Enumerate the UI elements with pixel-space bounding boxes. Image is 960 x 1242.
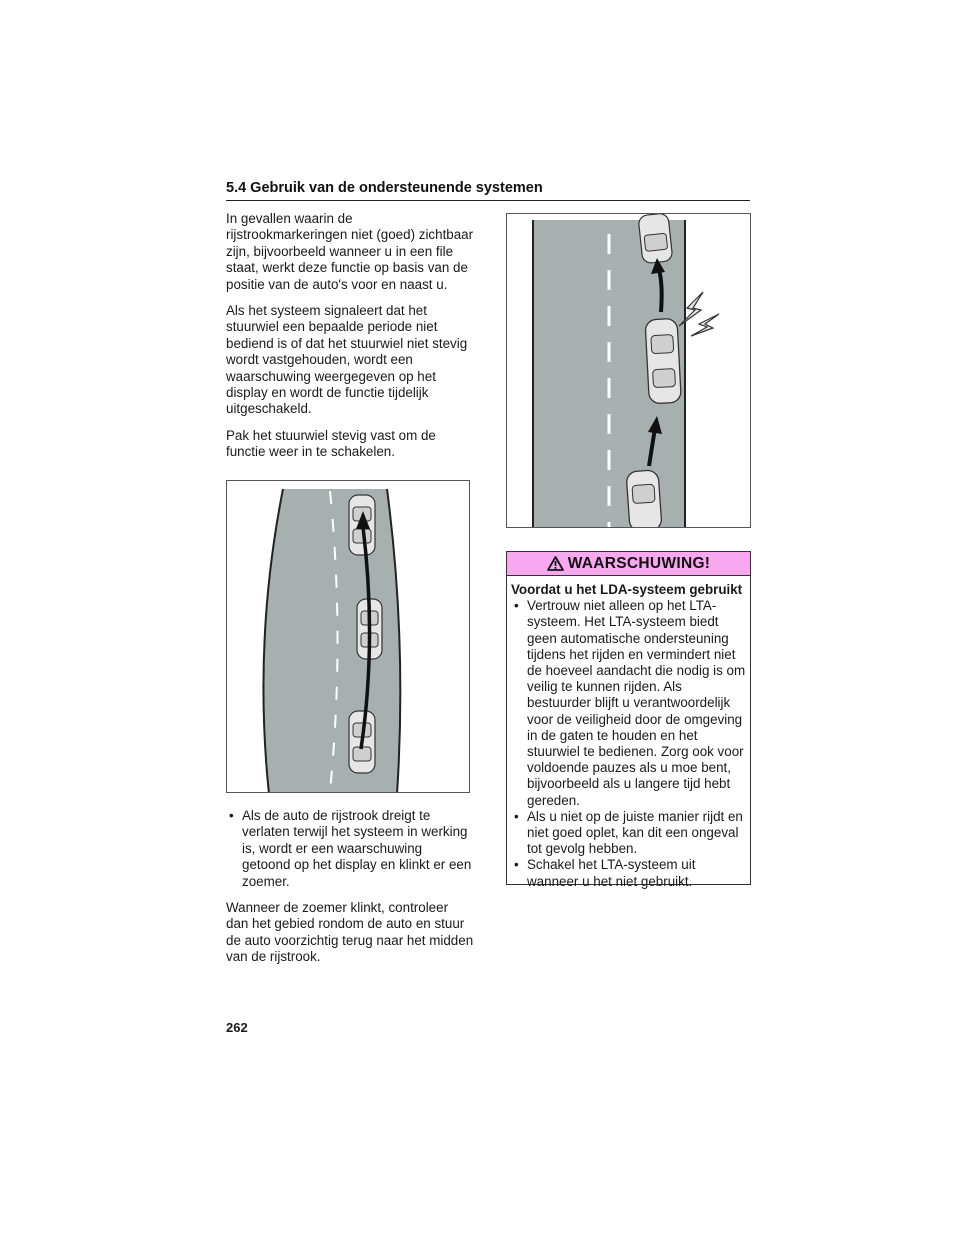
warning-body [507,576,750,890]
warning-bullet-list [511,598,746,890]
bullet-item: • Als de auto de rijstrook dreigt te verlaten terwijl het systeem in werking is, wordt er een waarschuwing getoond op het display en klinkt er een zoemer. [226,808,474,890]
warning-title: Voordat u het LDA-systeem gebruikt [511,582,743,597]
paragraph-reactivate: Pak het stuurwiel stevig vast om de functie weer in te schakelen. [226,427,436,460]
left-column-bottom [226,808,474,976]
warning-bullet-item: • Vertrouw niet alleen op het LTA-systeem. Het LTA-systeem biedt geen automatische ondersteuning tijdens het rijden en vermindert niet de hoeveel aandacht die nodig is om veilig te kunnen rijden. Als bestuurder blijft u verantwoordelijk voor de veiligheid door de omgeving in de gaten te houden en het stuurwiel te bedienen. Zorg ook voor voldoende pauzes als u moe bent, bijvoorbeeld als u langere tijd hebt gereden. [511,598,746,809]
page-number: 262 [226,1020,248,1035]
warning-box [506,551,751,889]
paragraph-buzzer: Wanneer de zoemer klinkt, controleer dan het gebied rondom de auto en stuur de auto voorzichtig terug naar het midden van de rijstrook. [226,900,474,965]
left-column-top [226,211,474,471]
paragraph-positions: In gevallen waarin de rijstrookmarkeringen niet (goed) zichtbaar zijn, bijvoorbeeld wanneer u in een file staat, werkt deze functie op basis van de positie van de auto's voor en naast u. [226,211,474,292]
warning-bullet-item: • Als u niet op de juiste manier rijdt en niet goed oplet, kan dit een ongeval tot gevolg hebben. [511,809,746,858]
warning-bullet-item: • Schakel het LTA-systeem uit wanneer u het niet gebruikt. [511,857,746,889]
car-ahead [638,214,673,264]
warning-heading: WAARSCHUWING! [567,554,711,572]
section-title: 5.4 Gebruik van de ondersteunende systemen [226,180,750,201]
curved-road-illustration [226,480,470,793]
car-drifting [645,318,681,404]
warning-header [507,552,750,576]
paragraph-steering-warning: Als het systeem signaleert dat het stuurwiel een bepaalde periode niet bediend is of dat het stuurwiel niet stevig wordt vastgehouden, wordt een waarschuwing weergegeven op het display en wordt de functie tijdelijk uitgeschakeld. [226,303,468,417]
straight-road-illustration [506,213,751,528]
car-behind [626,470,662,528]
bullet-list-lane-departure [226,808,474,890]
warning-triangle-icon [547,556,564,571]
